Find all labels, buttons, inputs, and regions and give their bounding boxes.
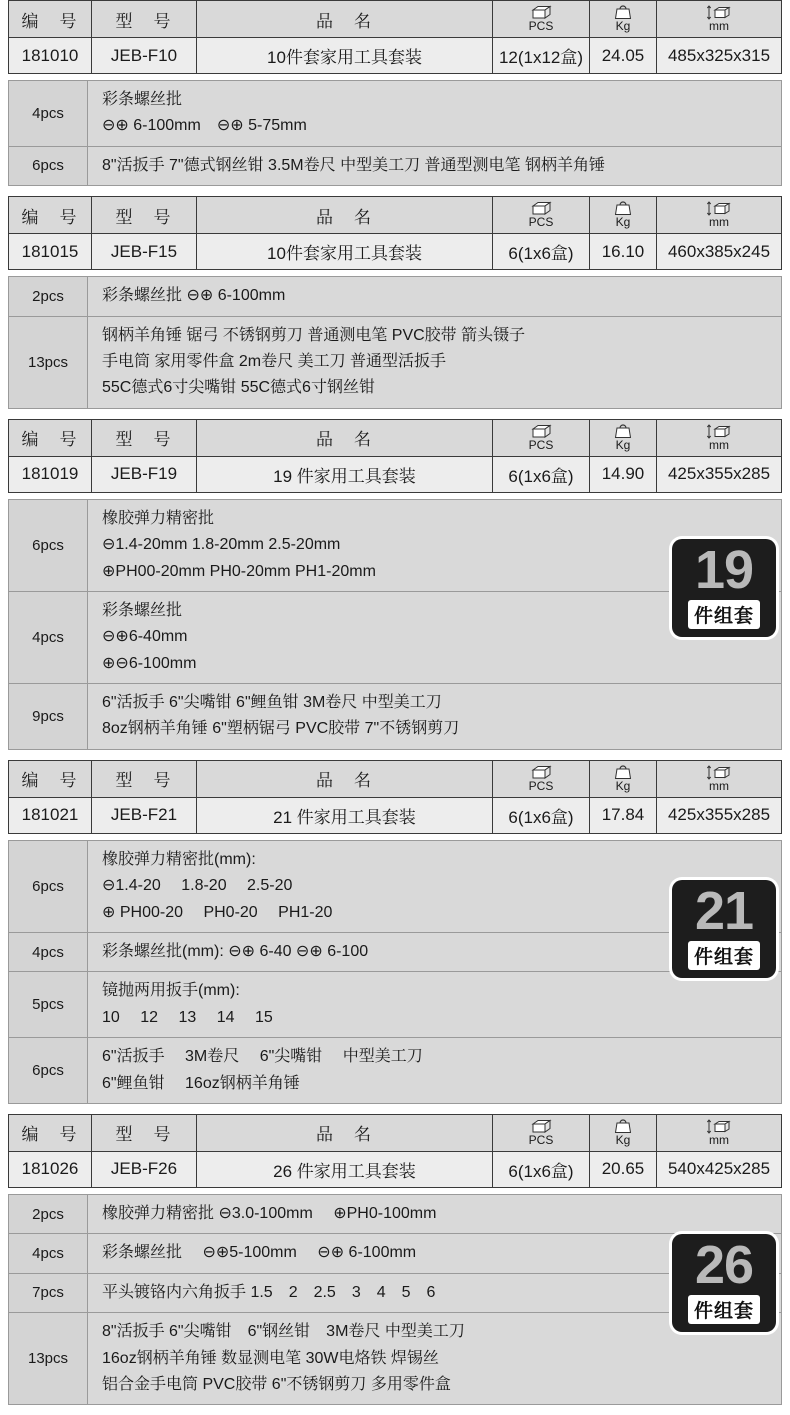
product-header-table <box>8 0 782 74</box>
product-block <box>8 760 782 1104</box>
weight-icon <box>613 765 633 780</box>
product-name: 10件套家用工具套装 <box>197 234 493 270</box>
table-row <box>9 1313 782 1405</box>
detail-qty: 2pcs <box>9 1194 88 1233</box>
column-header-no: 编 号 <box>9 760 92 797</box>
status-badge <box>672 1234 776 1332</box>
column-header-mm-label: mm <box>709 215 729 230</box>
detail-desc-line: 橡胶弹力精密批 <box>102 509 215 527</box>
table-row <box>9 316 782 408</box>
detail-qty: 4pcs <box>9 81 88 147</box>
column-header-kg-label: Kg <box>615 215 631 230</box>
column-header-name: 品 名 <box>197 197 493 234</box>
header-row <box>9 1114 782 1151</box>
detail-desc-line: ⊕ PH00-20 PH0-20 PH1-20 <box>102 903 333 921</box>
weight-icon <box>613 201 633 216</box>
detail-qty: 6pcs <box>9 499 88 591</box>
product-pcs: 6(1x6盒) <box>493 234 590 270</box>
badge-caption: 件组套 <box>688 941 760 970</box>
product-detail-table <box>8 840 782 1104</box>
badge-number: 19 <box>694 539 754 600</box>
column-header-mm-label: mm <box>709 779 729 794</box>
column-header-pcs <box>493 419 590 456</box>
box-icon <box>530 5 552 20</box>
product-no: 181026 <box>9 1151 92 1187</box>
detail-desc-line: 铝合金手电筒 PVC胶带 6"不锈钢剪刀 多用零件盒 <box>102 1375 451 1393</box>
column-header-name: 品 名 <box>197 1114 493 1151</box>
column-header-pcs <box>493 1 590 38</box>
product-kg: 16.10 <box>590 234 657 270</box>
table-row <box>9 81 782 147</box>
detail-desc-line: 彩条螺丝批(mm): ⊖⊕ 6-40 ⊖⊕ 6-100 <box>102 943 369 961</box>
dimension-icon <box>707 5 731 20</box>
column-header-pcs-label: PCS <box>528 215 554 230</box>
detail-desc-line: 10 12 13 14 15 <box>102 1008 273 1026</box>
box-icon <box>530 765 552 780</box>
column-header-mm <box>657 1114 782 1151</box>
detail-desc-line: 手电筒 家用零件盒 2m卷尺 美工刀 普通型活扳手 <box>102 352 447 370</box>
detail-qty: 9pcs <box>9 684 88 750</box>
product-values-row <box>9 1151 782 1187</box>
detail-desc-line: ⊕PH00-20mm PH0-20mm PH1-20mm <box>102 562 376 580</box>
column-header-pcs-label: PCS <box>528 1133 554 1148</box>
badge-number: 21 <box>694 880 754 941</box>
product-pcs: 12(1x12盒) <box>493 38 590 74</box>
product-no: 181019 <box>9 456 92 492</box>
detail-qty: 4pcs <box>9 1234 88 1273</box>
detail-desc <box>88 81 782 147</box>
detail-desc-line: ⊖⊕ 6-100mm ⊖⊕ 5-75mm <box>102 117 307 135</box>
detail-desc-line: 橡胶弹力精密批 ⊖3.0-100mm ⊕PH0-100mm <box>102 1204 437 1222</box>
table-row <box>9 146 782 185</box>
detail-desc-line: 平头镀铬内六角扳手 1.5 2 2.5 3 4 5 6 <box>102 1283 436 1301</box>
product-mm: 425x355x285 <box>657 456 782 492</box>
box-icon <box>530 201 552 216</box>
column-header-no: 编 号 <box>9 197 92 234</box>
detail-desc-line: 6"活扳手 3M卷尺 6"尖嘴钳 中型美工刀 <box>102 1048 423 1066</box>
detail-desc-line: 6"鲤鱼钳 16oz钢柄羊角锤 <box>102 1074 300 1092</box>
product-model: JEB-F19 <box>92 456 197 492</box>
product-pcs: 6(1x6盒) <box>493 1151 590 1187</box>
detail-desc-line: 彩条螺丝批 <box>102 601 183 619</box>
product-name: 19 件家用工具套装 <box>197 456 493 492</box>
detail-qty: 13pcs <box>9 316 88 408</box>
product-header-table <box>8 760 782 834</box>
table-row <box>9 499 782 591</box>
dimension-icon <box>707 765 731 780</box>
product-values-row <box>9 456 782 492</box>
table-row <box>9 591 782 683</box>
product-pcs: 6(1x6盒) <box>493 797 590 833</box>
detail-desc-line: 彩条螺丝批 ⊖⊕5-100mm ⊖⊕ 6-100mm <box>102 1244 417 1262</box>
product-block <box>8 419 782 750</box>
detail-desc-line: ⊕⊖6-100mm <box>102 654 197 672</box>
header-row <box>9 760 782 797</box>
detail-desc-line: ⊖⊕6-40mm <box>102 628 188 646</box>
table-row <box>9 1038 782 1104</box>
detail-desc <box>88 972 782 1038</box>
detail-qty: 4pcs <box>9 591 88 683</box>
column-header-model: 型 号 <box>92 760 197 797</box>
detail-desc-line: 8oz钢柄羊角锤 6"塑柄锯弓 PVC胶带 7"不锈钢剪刀 <box>102 720 460 738</box>
product-mm: 485x325x315 <box>657 38 782 74</box>
detail-desc <box>88 146 782 185</box>
detail-desc <box>88 684 782 750</box>
dimension-icon <box>707 424 731 439</box>
column-header-kg-label: Kg <box>615 779 631 794</box>
detail-desc-line: ⊖1.4-20mm 1.8-20mm 2.5-20mm <box>102 536 341 554</box>
detail-qty: 6pcs <box>9 1038 88 1104</box>
column-header-pcs <box>493 1114 590 1151</box>
column-header-kg <box>590 760 657 797</box>
column-header-kg-label: Kg <box>615 437 631 452</box>
detail-qty: 6pcs <box>9 840 88 932</box>
detail-desc-line: 16oz钢柄羊角锤 数显测电笔 30W电烙铁 焊锡丝 <box>102 1349 439 1367</box>
dimension-icon <box>707 1119 731 1134</box>
header-row <box>9 419 782 456</box>
column-header-pcs <box>493 760 590 797</box>
column-header-pcs-label: PCS <box>528 779 554 794</box>
box-icon <box>530 1119 552 1134</box>
product-model: JEB-F15 <box>92 234 197 270</box>
detail-desc-line: 6"活扳手 6"尖嘴钳 6"鲤鱼钳 3M卷尺 中型美工刀 <box>102 694 442 712</box>
table-row <box>9 840 782 932</box>
column-header-no: 编 号 <box>9 1114 92 1151</box>
product-name: 21 件家用工具套装 <box>197 797 493 833</box>
column-header-model: 型 号 <box>92 1 197 38</box>
product-model: JEB-F10 <box>92 38 197 74</box>
column-header-pcs <box>493 197 590 234</box>
product-kg: 17.84 <box>590 797 657 833</box>
detail-desc-line: 55C德式6寸尖嘴钳 55C德式6寸钢丝钳 <box>102 379 375 397</box>
detail-qty: 13pcs <box>9 1313 88 1405</box>
product-name: 10件套家用工具套装 <box>197 38 493 74</box>
product-values-row <box>9 38 782 74</box>
status-badge <box>672 539 776 637</box>
detail-desc <box>88 1194 782 1233</box>
detail-qty: 4pcs <box>9 933 88 972</box>
detail-desc-line: 8"活扳手 7"德式钢丝钳 3.5M卷尺 中型美工刀 普通型测电笔 钢柄羊角锤 <box>102 156 605 174</box>
column-header-pcs-label: PCS <box>528 19 554 34</box>
product-block <box>8 1114 782 1405</box>
product-values-row <box>9 797 782 833</box>
column-header-model: 型 号 <box>92 419 197 456</box>
detail-qty: 7pcs <box>9 1273 88 1312</box>
product-pcs: 6(1x6盒) <box>493 456 590 492</box>
column-header-mm-label: mm <box>709 1133 729 1148</box>
detail-desc <box>88 1038 782 1104</box>
detail-desc-line: 8"活扳手 6"尖嘴钳 6"钢丝钳 3M卷尺 中型美工刀 <box>102 1323 465 1341</box>
product-block <box>8 196 782 409</box>
table-row <box>9 1194 782 1233</box>
table-row <box>9 972 782 1038</box>
column-header-mm-label: mm <box>709 437 729 452</box>
product-detail-table <box>8 276 782 409</box>
column-header-no: 编 号 <box>9 1 92 38</box>
product-header-table <box>8 419 782 493</box>
product-no: 181021 <box>9 797 92 833</box>
product-mm: 540x425x285 <box>657 1151 782 1187</box>
detail-qty: 6pcs <box>9 146 88 185</box>
product-mm: 425x355x285 <box>657 797 782 833</box>
table-row <box>9 684 782 750</box>
detail-desc <box>88 316 782 408</box>
column-header-kg <box>590 419 657 456</box>
table-row <box>9 933 782 972</box>
table-row <box>9 1273 782 1312</box>
column-header-kg <box>590 1 657 38</box>
header-row <box>9 197 782 234</box>
column-header-model: 型 号 <box>92 1114 197 1151</box>
product-no: 181010 <box>9 38 92 74</box>
product-model: JEB-F26 <box>92 1151 197 1187</box>
column-header-kg-label: Kg <box>615 19 631 34</box>
column-header-kg <box>590 197 657 234</box>
dimension-icon <box>707 201 731 216</box>
product-values-row <box>9 234 782 270</box>
detail-desc-line: 彩条螺丝批 ⊖⊕ 6-100mm <box>102 287 286 305</box>
header-row <box>9 1 782 38</box>
detail-qty: 5pcs <box>9 972 88 1038</box>
weight-icon <box>613 1119 633 1134</box>
product-name: 26 件家用工具套装 <box>197 1151 493 1187</box>
product-header-table <box>8 1114 782 1188</box>
product-header-table <box>8 196 782 270</box>
status-badge <box>672 880 776 978</box>
product-mm: 460x385x245 <box>657 234 782 270</box>
column-header-mm-label: mm <box>709 19 729 34</box>
detail-desc-line: 橡胶弹力精密批(mm): <box>102 850 256 868</box>
badge-caption: 件组套 <box>688 1295 760 1324</box>
column-header-mm <box>657 1 782 38</box>
detail-desc-line: 彩条螺丝批 <box>102 91 183 108</box>
product-model: JEB-F21 <box>92 797 197 833</box>
column-header-name: 品 名 <box>197 419 493 456</box>
detail-desc <box>88 277 782 316</box>
box-icon <box>530 424 552 439</box>
weight-icon <box>613 5 633 20</box>
product-kg: 20.65 <box>590 1151 657 1187</box>
badge-caption: 件组套 <box>688 600 760 629</box>
column-header-mm <box>657 197 782 234</box>
table-row <box>9 277 782 316</box>
product-detail-table <box>8 1194 782 1405</box>
column-header-kg <box>590 1114 657 1151</box>
product-detail-table <box>8 80 782 186</box>
detail-desc-line: ⊖1.4-20 1.8-20 2.5-20 <box>102 877 293 895</box>
column-header-name: 品 名 <box>197 760 493 797</box>
product-block <box>8 0 782 186</box>
detail-desc-line: 钢柄羊角锤 锯弓 不锈钢剪刀 普通测电笔 PVC胶带 箭头镊子 <box>102 326 526 344</box>
column-header-no: 编 号 <box>9 419 92 456</box>
column-header-mm <box>657 760 782 797</box>
product-kg: 14.90 <box>590 456 657 492</box>
column-header-mm <box>657 419 782 456</box>
column-header-model: 型 号 <box>92 197 197 234</box>
product-kg: 24.05 <box>590 38 657 74</box>
product-detail-table <box>8 499 782 750</box>
weight-icon <box>613 424 633 439</box>
badge-number: 26 <box>694 1234 754 1295</box>
table-row <box>9 1234 782 1273</box>
detail-desc-line: 镜抛两用扳手(mm): <box>102 982 240 1000</box>
detail-qty: 2pcs <box>9 277 88 316</box>
column-header-kg-label: Kg <box>615 1133 631 1148</box>
column-header-name: 品 名 <box>197 1 493 38</box>
column-header-pcs-label: PCS <box>528 437 554 452</box>
product-no: 181015 <box>9 234 92 270</box>
